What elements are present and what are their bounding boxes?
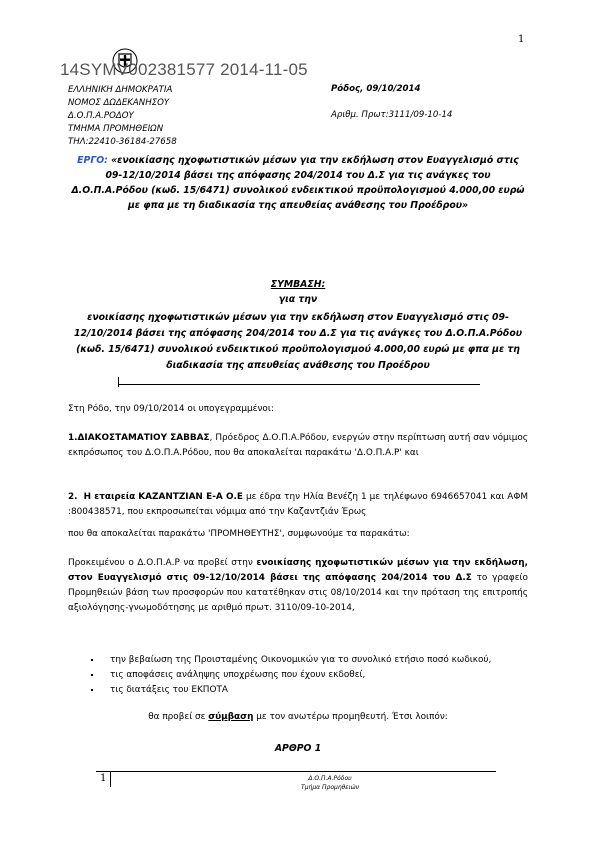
article-heading: ΑΡΘΡΟ 1 — [274, 743, 322, 754]
project-label: ΕΡΓΟ: — [77, 155, 108, 166]
party-two-text: με έδρα την Ηλία Βενέζη 1 με τηλέφωνο 6946657041 και ΑΦΜ :800438571, που εκπροσωπείται νόμιμα από την Καζαντζιάν Έρως — [68, 492, 529, 517]
party-one-name: ΔΙΑΚΟΣΤΑΜΑΤΙΟΥ ΣΑΒΒΑΣ — [77, 433, 210, 443]
party-two-company: ΚΑΖΑΝΤΖΙΑΝ Ε-Α Ο.Ε — [138, 492, 243, 502]
party-two-paragraph — [68, 490, 528, 520]
procurement-text-a: Προκειμένου ο Δ.Ο.Π.Α.Ρ να προβεί στην — [68, 558, 257, 568]
header-line: ΤΜΗΜΑ ΠΡΟΜΗΘΕΙΩΝ — [68, 124, 164, 134]
conditions-list — [90, 653, 530, 698]
party-one-paragraph — [68, 431, 528, 461]
document-stamp: 14SYMV002381577 2014-11-05 — [60, 60, 308, 79]
list-item: ▪ την βεβαίωση της Προισταμένης Οικονομικών για το συνολικό ετήσιο ποσό κωδικού, — [102, 653, 530, 668]
conclusion-contract-word: σύμβαση — [208, 712, 254, 722]
header-left — [68, 84, 177, 149]
list-item: ▪ τις διατάξεις του ΕΚΠΟΤΑ — [102, 683, 530, 698]
party-two-number: 2. — [68, 492, 78, 502]
cursor-mark — [118, 377, 119, 387]
footer-line: Δ.Ο.Π.Α.Ρόδου — [308, 775, 352, 782]
header-line: ΝΟΜΟΣ ΔΩΔΕΚΑΝΗΣΟΥ — [68, 98, 170, 108]
supplier-paragraph: που θα αποκαλείται παρακάτω 'ΠΡΟΜΗΘΕΥΤΗΣ', συμφωνούμε τα παρακάτω: — [68, 529, 410, 539]
intro-paragraph: Στη Ρόδο, την 09/10/2014 οι υπογεγραμμένοι: — [68, 404, 274, 414]
separator-line — [118, 384, 480, 385]
contract-title: ΣΥΜΒΑΣΗ: — [270, 279, 326, 290]
conclusion-line — [68, 712, 528, 722]
party-one-text: , Πρόεδρος Δ.Ο.Π.Α.Ρόδου, ενεργών στην περίπτωση αυτή σαν νόμιμος εκπρόσωπος του Δ.Ο.Π.Α.Ρόδου, που θα αποκαλείται παρακάτω 'Δ.Ο.Π.Α.Ρ' και — [68, 433, 528, 458]
footer-rule — [96, 771, 496, 772]
project-title — [68, 153, 528, 213]
place-date: Ρόδος, 09/10/2014 — [331, 84, 421, 94]
contract-description: ενοικίασης ηχοφωτιστικών μέσων για την εκδήλωση στον Ευαγγελισμό στις 09-12/10/2014 βάσει της απόφασης 204/2014 του Δ.Σ για τις ανάγκες του Δ.Ο.Π.Α.Ρόδου (κωδ. 15/6471) συνολικού ενδεικτικού προϋπολογισμού 4.000,00 ευρώ με φπα με τη διαδικασία της απευθείας ανάθεσης του Προέδρου — [74, 312, 522, 371]
footer-page-number: 1 — [100, 773, 107, 784]
party-one-number: 1. — [68, 433, 78, 443]
procurement-text-c: το γραφείο Προμηθειών βάση των προσφορών που κατατέθηκαν στις 08/10/2014 και την πρόταση της επιτροπής αξιολόγησης-γνωμοδότησης με αριθμό πρωτ. 3110/09-10-2014, — [68, 573, 528, 613]
procurement-paragraph — [68, 556, 528, 616]
header-line: ΕΛΛΗΝΙΚΗ ΔΗΜΟΚΡΑΤΙΑ — [68, 85, 173, 95]
conclusion-text-a: θα προβεί σε — [148, 712, 209, 722]
footer-text — [260, 774, 400, 792]
contract-subtitle: για την — [278, 294, 318, 305]
protocol-number: Αριθμ. Πρωτ:3111/09-10-14 — [331, 110, 453, 120]
party-two-lead: Η εταιρεία — [83, 492, 136, 502]
header-line: Δ.Ο.Π.Α.ΡΟΔΟΥ — [68, 111, 134, 121]
procurement-text-bold: ενοικίασης ηχοφωτιστικών μέσων για την εκδήλωση, στον Ευαγγελισμό στις 09-12/10/2014 βάσει της απόφασης 204/2014 του Δ.Σ — [68, 558, 528, 583]
project-text: «ενοικίασης ηχοφωτιστικών μέσων για την εκδήλωση στον Ευαγγελισμό στις 09-12/10/2014 βάσει της απόφασης 204/2014 του Δ.Σ για τις ανάγκες του Δ.Ο.Π.Α.Ρόδου (κωδ. 15/6471) συνολικού ενδεικτικού προϋπολογισμού 4.000,00 ευρώ με φπα με τη διαδικασία της απευθείας ανάθεσης του Προέδρου» — [71, 155, 525, 211]
conclusion-text-c: με τον ανωτέρω προμηθευτή. Έτσι λοιπόν: — [253, 712, 448, 722]
page-number-top: 1 — [518, 34, 525, 45]
header-line: ΤΗΛ:22410-36184-27658 — [68, 137, 177, 147]
footer-line: Τμήμα Προμηθειών — [301, 784, 359, 791]
footer-divider — [110, 771, 111, 787]
list-item: ▪ τις αποφάσεις ανάληψης υποχρέωσης που έχουν εκδοθεί, — [102, 668, 530, 683]
